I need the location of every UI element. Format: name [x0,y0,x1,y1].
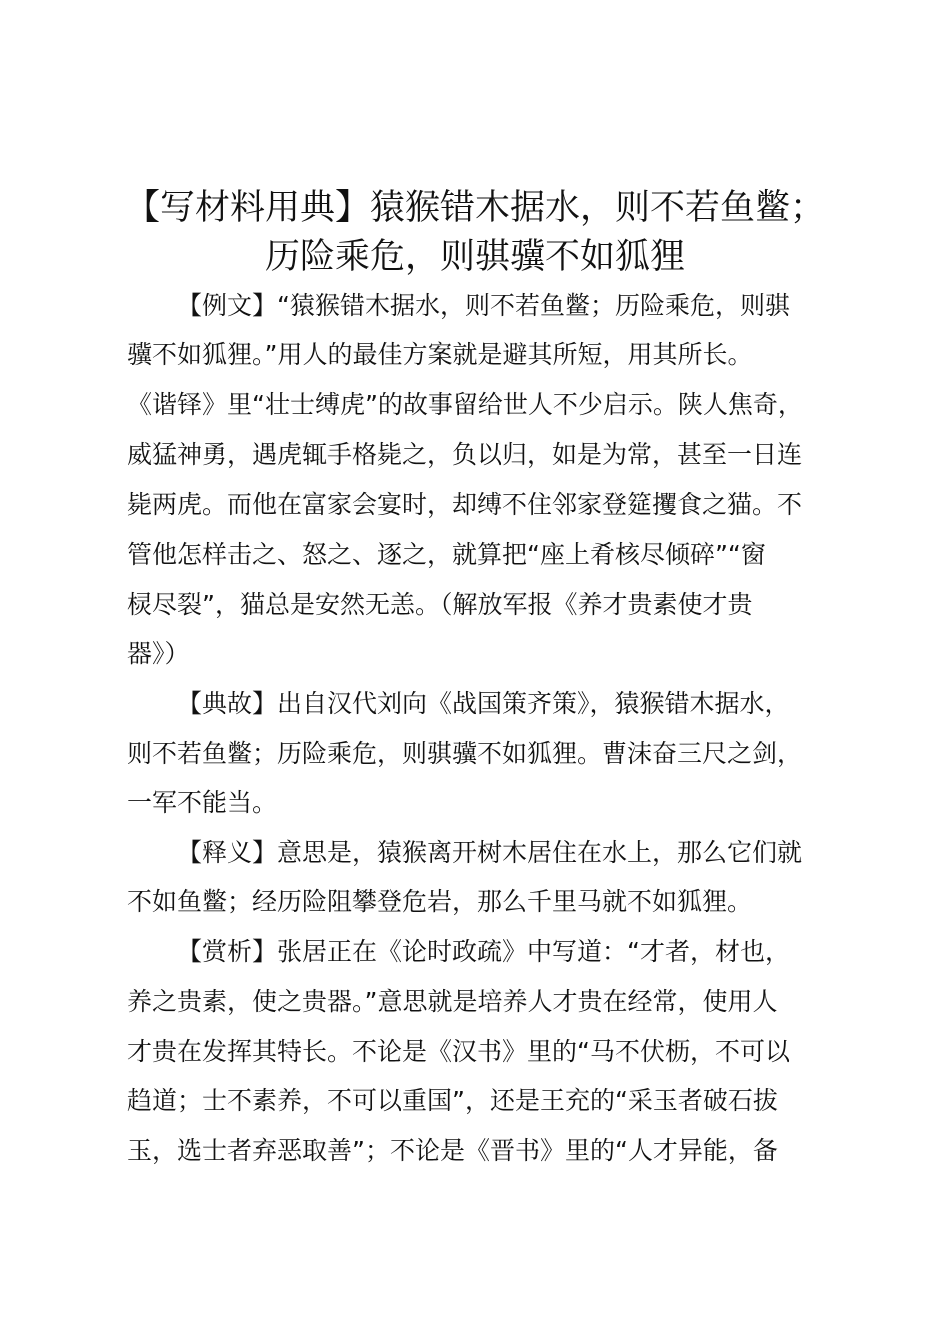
appreciation-paragraph-line: 才贵在发挥其特长。不论是《汉书》里的“马不伏枥，不可以 [127,1037,790,1066]
allusion-paragraph-line: 则不若鱼鳖；历险乘危，则骐骥不如狐狸。曹沫奋三尺之剑， [127,739,803,768]
appreciation-paragraph-line: 趋道；士不素养，不可以重国”，还是王充的“采玉者破石拔 [127,1086,778,1115]
meaning-paragraph-line: 【释义】意思是，猿猴离开树木居住在水上，那么它们就 [177,838,803,867]
allusion-paragraph-line: 【典故】出自汉代刘向《战国策齐策》，猿猴错木据水， [177,689,790,718]
example-paragraph-line: 棂尽裂”，猫总是安然无恙。（解放军报《养才贵素使才贵 [127,590,753,619]
example-paragraph-line: 器》） [127,639,190,668]
appreciation-paragraph-line: 玉，选士者弃恶取善”；不论是《晋书》里的“人才异能，备 [127,1136,778,1165]
document-title-line-2: 历险乘危，则骐骥不如狐狸 [264,237,685,277]
example-paragraph-line: 《谐铎》里“壮士缚虎”的故事留给世人不少启示。陕人焦奇， [127,390,803,419]
appreciation-paragraph-line: 【赏析】张居正在《论时政疏》中写道：“才者，材也， [177,937,790,966]
example-paragraph-line: 【例文】“猿猴错木据水，则不若鱼鳖；历险乘危，则骐 [177,291,790,320]
allusion-paragraph-line: 一军不能当。 [127,788,278,817]
meaning-paragraph-line: 不如鱼鳖；经历险阻攀登危岩，那么千里马就不如狐狸。 [127,887,753,916]
example-paragraph-line: 骥不如狐狸。”用人的最佳方案就是避其所短，用其所长。 [127,340,753,369]
example-paragraph-line: 毙两虎。而他在富家会宴时，却缚不住邻家登筵攫食之猫。不 [127,490,803,519]
example-paragraph-line: 威猛神勇，遇虎辄手格毙之，负以归，如是为常，甚至一日连 [127,440,803,469]
appreciation-paragraph-line: 养之贵素，使之贵器。”意思就是培养人才贵在经常，使用人 [127,987,778,1016]
example-paragraph-line: 管他怎样击之、怒之、逐之，就算把“座上肴核尽倾碎”“窗 [127,540,766,569]
document-title-line-1: 【写材料用典】猿猴错木据水，则不若鱼鳖； [124,188,825,228]
